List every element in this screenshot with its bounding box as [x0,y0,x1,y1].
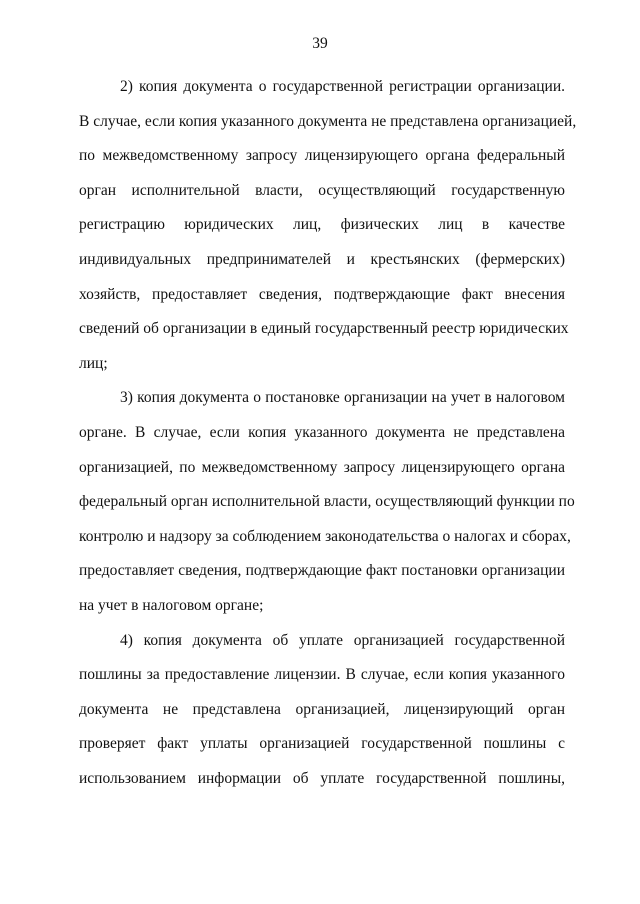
paragraph-line: индивидуальных предпринимателей и крестьянских (фермерских) [79,250,565,268]
paragraph-line: на учет в налоговом органе; [79,596,264,614]
paragraph-line: хозяйств, предоставляет сведения, подтверждающие факт внесения [79,285,565,303]
paragraph-line: 2) копия документа о государственной регистрации организации. [120,78,565,95]
paragraph-line: организацией, по межведомственному запросу лицензирующего органа [79,458,565,476]
paragraph-line: 4) копия документа об уплате организацией государственной [120,631,565,649]
paragraph-line: проверяет факт уплаты организацией государственной пошлины с [79,735,565,753]
paragraph-line: 3) копия документа о постановке организации на учет в налоговом [120,389,565,407]
paragraph-line: регистрацию юридических лиц, физических лиц в качестве [79,216,565,234]
paragraph-4 [79,624,565,797]
paragraph-3 [79,381,575,623]
paragraph-line: орган исполнительной власти, осуществляющий государственную [79,181,565,199]
paragraph-line: органе. В случае, если копия указанного документа не представлена [79,423,565,441]
paragraph-line: контролю и надзору за соблюдением законодательства о налогах и сборах, [79,527,571,545]
paragraph-line: документа не представлена организацией, лицензирующий орган [79,700,565,718]
paragraph-line: сведений об организации в единый государственный реестр юридических [79,320,569,338]
paragraph-line: лиц; [79,354,108,372]
paragraph-line: по межведомственному запросу лицензирующего органа федеральный [79,147,565,165]
paragraph-line: пошлины за предоставление лицензии. В случае, если копия указанного [79,666,565,684]
paragraph-line: предоставляет сведения, подтверждающие факт постановки организации [79,562,565,580]
paragraph-line: федеральный орган исполнительной власти, осуществляющий функции по [79,493,575,511]
document-body [79,70,577,796]
paragraph-line: использованием информации об уплате государственной пошлины, [79,769,565,787]
paragraph-2 [79,70,577,381]
paragraph-line: В случае, если копия указанного документа не представлена организацией, [79,112,577,130]
page-number: 39 [312,35,328,52]
